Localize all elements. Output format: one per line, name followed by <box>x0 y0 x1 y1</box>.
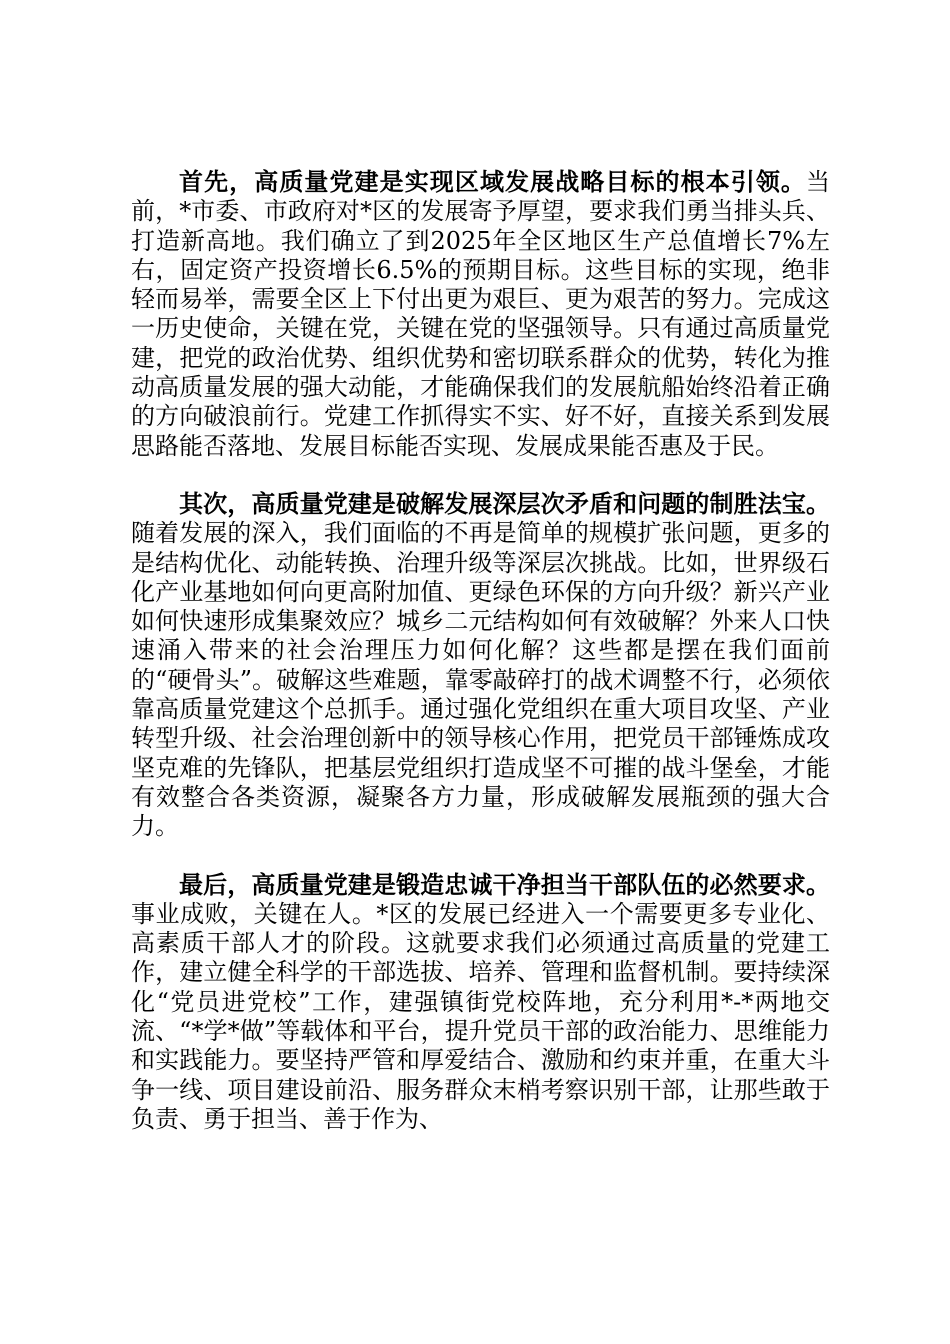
paragraph-text-second: 随着发展的深入，我们面临的不再是简单的规模扩张问题，更多的是结构优化、动能转换、治理升级等深层次挑战。比如，世界级石化产业基地如何向更高附加值、更绿色环保的方向升级？新兴产业如何快速形成集聚效应？城乡二元结构如何有效破解？外来人口快速涌入带来的社会治理压力如何化解？这些都是摆在我们面前的“硬骨头”。破解这些难题，靠零敲碎打的战术调整不行，必须依靠高质量党建这个总抓手。通过强化党组织在重大项目攻坚、产业转型升级、社会治理创新中的领导核心作用，把党员干部锤炼成攻坚克难的先锋队，把基层党组织打造成坚不可摧的战斗堡垒，才能有效整合各类资源，凝聚各方力量，形成破解发展瓶颈的强大合力。 <box>131 519 830 841</box>
document-body <box>131 168 830 1163</box>
paragraph-text-first: 当前，*市委、市政府对*区的发展寄予厚望，要求我们勇当排头兵、打造新高地。我们确立了到2025年全区地区生产总值增长7%左右，固定资产投资增长6.5%的预期目标。这些目标的实现，绝非轻而易举，需要全区上下付出更为艰巨、更为艰苦的努力。完成这一历史使命，关键在党，关键在党的坚强领导。只有通过高质量党建，把党的政治优势、组织优势和密切联系群众的优势，转化为推动高质量发展的强大动能，才能确保我们的发展航船始终沿着正确的方向破浪前行。党建工作抓得实不实、好不好，直接关系到发展思路能否落地、发展目标能否实现、发展成果能否惠及于民。 <box>131 168 830 460</box>
paragraph-third <box>131 871 830 1135</box>
paragraph-text-third: 事业成败，关键在人。*区的发展已经进入一个需要更多专业化、高素质干部人才的阶段。这就要求我们必须通过高质量的党建工作，建立健全科学的干部选拔、培养、管理和监督机制。要持续深化“党员进党校”工作，建强镇街党校阵地，充分利用*-*两地交流、“*学*做”等载体和平台，提升党员干部的政治能力、思维能力和实践能力。要坚持严管和厚爱结合、激励和约束并重，在重大斗争一线、项目建设前沿、服务群众末梢考察识别干部，让那些敢于负责、勇于担当、善于作为、 <box>131 899 830 1133</box>
paragraph-lead-third: 最后，高质量党建是锻造忠诚干净担当干部队伍的必然要求。 <box>179 870 830 899</box>
paragraph-lead-first: 首先，高质量党建是实现区域发展战略目标的根本引领。 <box>179 168 806 196</box>
paragraph-second <box>131 490 830 842</box>
paragraph-first <box>131 168 830 461</box>
paragraph-lead-second: 其次，高质量党建是破解发展深层次矛盾和问题的制胜法宝。 <box>179 489 830 518</box>
